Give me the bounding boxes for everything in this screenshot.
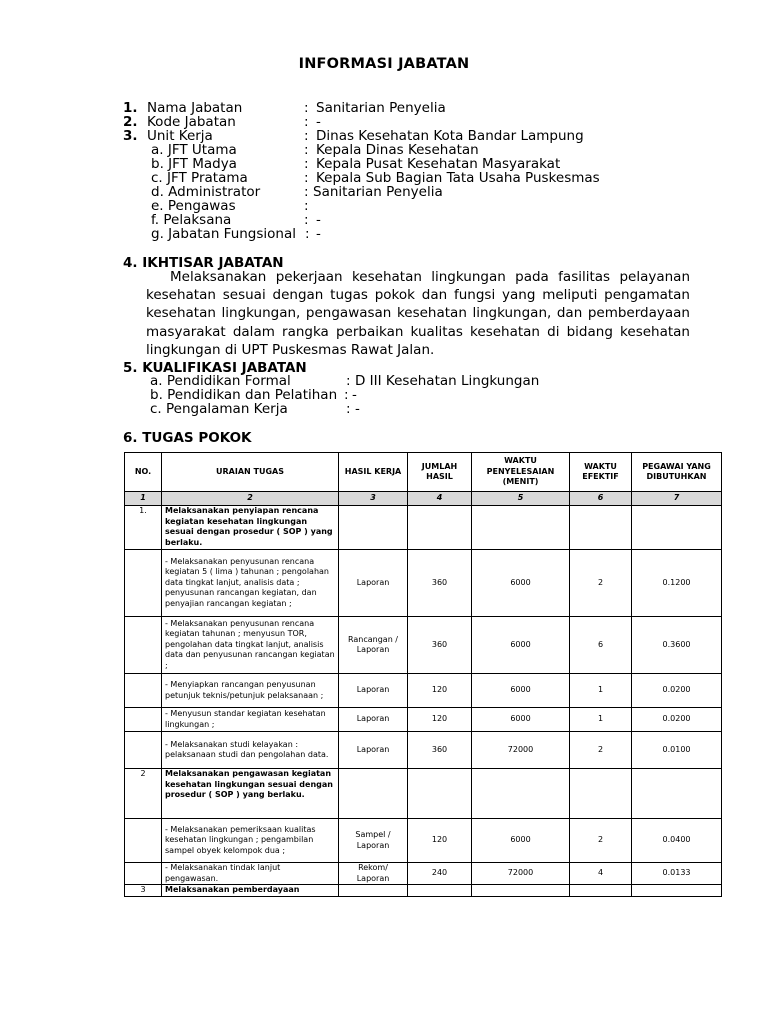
info-sub-value: Kepala Sub Bagian Tata Usaha Puskesmas <box>316 170 600 186</box>
info-value: - <box>316 114 321 130</box>
info-sub-colon: : <box>304 198 309 214</box>
info-sub-value: Sanitarian Penyelia <box>313 184 443 200</box>
empty-cell <box>339 769 408 819</box>
info-sub-colon: : <box>304 142 309 158</box>
task-description: - Melaksanakan studi kelayakan : pelaksanaan studi dan pengolahan data. <box>162 732 339 769</box>
ikhtisar-line: kesehatan lingkungan, pengawasan kesehatan lingkungan, dan pemberdayaan <box>146 305 690 322</box>
column-number: 2 <box>162 492 339 506</box>
kualifikasi-colon: : <box>344 387 349 403</box>
hasil-kerja-cell: Rancangan / Laporan <box>339 617 408 674</box>
info-sub-colon: : <box>304 156 309 172</box>
info-sub-colon: : <box>304 170 309 186</box>
kualifikasi-label: a. Pendidikan Formal <box>150 373 291 389</box>
column-number: 1 <box>125 492 162 506</box>
task-group-title: Melaksanakan pemberdayaan <box>162 885 339 897</box>
tugas-heading: 6. TUGAS POKOK <box>123 430 252 446</box>
empty-cell <box>125 674 162 708</box>
empty-cell <box>570 506 632 550</box>
hasil-kerja-cell: Laporan <box>339 708 408 732</box>
ikhtisar-paragraph <box>146 268 690 359</box>
empty-cell <box>570 769 632 819</box>
column-header: HASIL KERJA <box>339 453 408 492</box>
info-label: Kode Jabatan <box>147 114 236 130</box>
task-group-title: Melaksanakan pengawasan kegiatan kesehatan lingkungan sesuai dengan prosedur ( SOP ) yang berlaku. <box>162 769 339 819</box>
kualifikasi-colon: : <box>346 401 351 417</box>
column-number: 4 <box>408 492 472 506</box>
info-sub-label: f. Pelaksana <box>151 212 232 228</box>
hasil-kerja-cell: Laporan <box>339 550 408 617</box>
kualifikasi-label: b. Pendidikan dan Pelatihan <box>150 387 338 403</box>
info-colon: : <box>304 128 309 144</box>
hasil-kerja-cell: Laporan <box>339 674 408 708</box>
table-header-row <box>125 453 722 492</box>
table-task-row <box>125 819 722 863</box>
pegawai-cell: 0.0400 <box>632 819 722 863</box>
pegawai-cell: 0.0133 <box>632 863 722 885</box>
pegawai-cell: 0.0100 <box>632 732 722 769</box>
info-sub-label: a. JFT Utama <box>151 142 237 158</box>
empty-cell <box>472 769 570 819</box>
empty-cell <box>125 550 162 617</box>
row-number: 1. <box>125 506 162 550</box>
ikhtisar-line: lingkungan di UPT Puskesmas Rawat Jalan. <box>146 341 435 358</box>
column-number: 3 <box>339 492 408 506</box>
info-sub-value: - <box>316 226 321 242</box>
ikhtisar-line: kesehatan sesuai dengan tugas pokok dan fungsi yang meliputi pengamatan <box>146 287 690 304</box>
empty-cell <box>632 769 722 819</box>
column-header: URAIAN TUGAS <box>162 453 339 492</box>
waktu-penyelesaian-cell: 6000 <box>472 708 570 732</box>
waktu-efektif-cell: 1 <box>570 708 632 732</box>
table-task-row <box>125 708 722 732</box>
info-colon: : <box>304 100 309 116</box>
task-description: - Melaksanakan pemeriksaan kualitas kesehatan lingkungan ; pengambilan sampel obyek kelompok dua ; <box>162 819 339 863</box>
info-sub-value: - <box>316 212 321 228</box>
task-description: - Menyusun standar kegiatan kesehatan lingkungan ; <box>162 708 339 732</box>
empty-cell <box>125 708 162 732</box>
ikhtisar-line: masyarakat dalam rangka perbaikan kualitas kesehatan di bidang kesehatan <box>146 323 690 340</box>
info-sub-label: d. Administrator <box>151 184 261 200</box>
kualifikasi-value: - <box>355 401 360 417</box>
table-column-number-row <box>125 492 722 506</box>
jumlah-hasil-cell: 240 <box>408 863 472 885</box>
column-header: NO. <box>125 453 162 492</box>
row-number: 2 <box>125 769 162 819</box>
empty-cell <box>472 885 570 897</box>
waktu-efektif-cell: 2 <box>570 819 632 863</box>
table-group-row <box>125 769 722 819</box>
info-sub-label: c. JFT Pratama <box>151 170 248 186</box>
column-header: JUMLAH HASIL <box>408 453 472 492</box>
info-label: Nama Jabatan <box>147 100 243 116</box>
kualifikasi-colon: : <box>346 373 351 389</box>
info-sub-label: b. JFT Madya <box>151 156 237 172</box>
empty-cell <box>125 617 162 674</box>
empty-cell <box>570 885 632 897</box>
table-task-row <box>125 863 722 885</box>
empty-cell <box>125 863 162 885</box>
kualifikasi-label: c. Pengalaman Kerja <box>150 401 288 417</box>
info-sub-value: Kepala Pusat Kesehatan Masyarakat <box>316 156 561 172</box>
waktu-penyelesaian-cell: 72000 <box>472 863 570 885</box>
document-title: INFORMASI JABATAN <box>298 56 470 72</box>
jumlah-hasil-cell: 120 <box>408 708 472 732</box>
waktu-penyelesaian-cell: 6000 <box>472 819 570 863</box>
jumlah-hasil-cell: 360 <box>408 550 472 617</box>
column-header: PEGAWAI YANG DIBUTUHKAN <box>632 453 722 492</box>
hasil-kerja-cell: Rekom/ Laporan <box>339 863 408 885</box>
waktu-efektif-cell: 6 <box>570 617 632 674</box>
ikhtisar-line: Melaksanakan pekerjaan kesehatan lingkungan pada fasilitas pelayanan <box>170 269 690 285</box>
info-label: Unit Kerja <box>147 128 213 144</box>
table-task-row <box>125 550 722 617</box>
info-colon: : <box>304 114 309 130</box>
info-number: 1. <box>123 100 138 116</box>
info-number: 2. <box>123 114 138 130</box>
jumlah-hasil-cell: 360 <box>408 617 472 674</box>
task-description: - Menyiapkan rancangan penyusunan petunjuk teknis/petunjuk pelaksanaan ; <box>162 674 339 708</box>
empty-cell <box>408 885 472 897</box>
waktu-efektif-cell: 2 <box>570 732 632 769</box>
pegawai-cell: 0.3600 <box>632 617 722 674</box>
column-number: 5 <box>472 492 570 506</box>
table-task-row <box>125 674 722 708</box>
hasil-kerja-cell: Sampel / Laporan <box>339 819 408 863</box>
empty-cell <box>408 769 472 819</box>
info-value: Dinas Kesehatan Kota Bandar Lampung <box>316 128 584 144</box>
pegawai-cell: 0.1200 <box>632 550 722 617</box>
waktu-penyelesaian-cell: 6000 <box>472 550 570 617</box>
table-task-row <box>125 732 722 769</box>
waktu-penyelesaian-cell: 72000 <box>472 732 570 769</box>
kualifikasi-value: D III Kesehatan Lingkungan <box>355 373 540 389</box>
empty-cell <box>125 819 162 863</box>
info-sub-colon: : <box>304 212 309 228</box>
task-group-title: Melaksanakan penyiapan rencana kegiatan kesehatan lingkungan sesuai dengan prosedur ( SOP ) yang berlaku. <box>162 506 339 550</box>
column-header: WAKTU EFEKTIF <box>570 453 632 492</box>
table-group-row <box>125 885 722 897</box>
info-number: 3. <box>123 128 138 144</box>
task-description: - Melaksanakan penyusunan rencana kegiatan 5 ( lima ) tahunan ; pengolahan data tingkat lanjut, analisis data ; penyusunan rancangan kegiatan, dan penyajian rancangan kegiatan ; <box>162 550 339 617</box>
tugas-pokok-table <box>124 452 722 897</box>
empty-cell <box>339 506 408 550</box>
info-sub-label: g. Jabatan Fungsional <box>151 226 296 242</box>
info-sub-value: Kepala Dinas Kesehatan <box>316 142 479 158</box>
empty-cell <box>632 506 722 550</box>
table-group-row <box>125 506 722 550</box>
waktu-efektif-cell: 1 <box>570 674 632 708</box>
info-value: Sanitarian Penyelia <box>316 100 446 116</box>
info-sub-colon: : <box>304 184 309 200</box>
waktu-efektif-cell: 2 <box>570 550 632 617</box>
jumlah-hasil-cell: 120 <box>408 674 472 708</box>
jumlah-hasil-cell: 360 <box>408 732 472 769</box>
waktu-efektif-cell: 4 <box>570 863 632 885</box>
waktu-penyelesaian-cell: 6000 <box>472 674 570 708</box>
kualifikasi-heading: 5. KUALIFIKASI JABATAN <box>123 360 307 376</box>
empty-cell <box>632 885 722 897</box>
empty-cell <box>339 885 408 897</box>
jumlah-hasil-cell: 120 <box>408 819 472 863</box>
pegawai-cell: 0.0200 <box>632 708 722 732</box>
task-description: - Melaksanakan tindak lanjut pengawasan. <box>162 863 339 885</box>
row-number: 3 <box>125 885 162 897</box>
waktu-penyelesaian-cell: 6000 <box>472 617 570 674</box>
kualifikasi-value: - <box>352 387 357 403</box>
empty-cell <box>408 506 472 550</box>
info-sub-colon: : <box>305 226 310 242</box>
column-number: 6 <box>570 492 632 506</box>
hasil-kerja-cell: Laporan <box>339 732 408 769</box>
ikhtisar-heading: 4. IKHTISAR JABATAN <box>123 255 284 271</box>
column-number: 7 <box>632 492 722 506</box>
table-task-row <box>125 617 722 674</box>
empty-cell <box>125 732 162 769</box>
pegawai-cell: 0.0200 <box>632 674 722 708</box>
empty-cell <box>472 506 570 550</box>
task-description: - Melaksanakan penyusunan rencana kegiatan tahunan ; menyusun TOR, pengolahan data tingkat lanjut, analisis data dan penyusunan rancangan kegiatan ; <box>162 617 339 674</box>
info-sub-label: e. Pengawas <box>151 198 236 214</box>
column-header: WAKTU PENYELESAIAN (MENIT) <box>472 453 570 492</box>
